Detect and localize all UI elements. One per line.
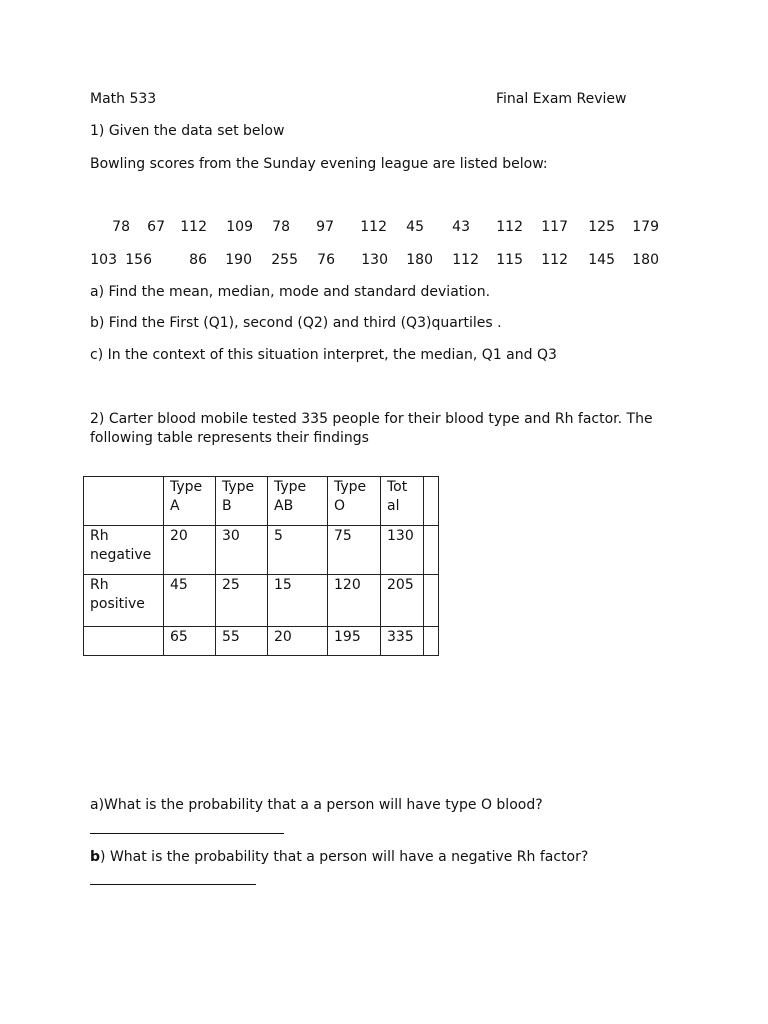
table-cell <box>424 627 439 656</box>
row-label: Rh negative <box>84 526 164 575</box>
header-cell: Type A <box>164 477 216 526</box>
score: 130 <box>361 252 388 268</box>
course-label: Math 533 <box>90 91 157 107</box>
table-cell: 30 <box>216 526 268 575</box>
table-cell: 55 <box>216 627 268 656</box>
header-cell: Type O <box>328 477 381 526</box>
score: 78 <box>272 219 290 235</box>
table-cell: 195 <box>328 627 381 656</box>
score: 125 <box>588 219 615 235</box>
document-title: Final Exam Review <box>496 91 627 107</box>
score: 156 <box>125 252 152 268</box>
table-cell: 20 <box>268 627 328 656</box>
blood-type-table <box>83 476 439 656</box>
table-row <box>84 627 439 656</box>
header-cell <box>84 477 164 526</box>
score: 112 <box>452 252 479 268</box>
score: 112 <box>180 219 207 235</box>
table-header-row <box>84 477 439 526</box>
q2-part-a: a)What is the probability that a a person will have type O blood? <box>90 797 543 813</box>
table-cell: 130 <box>381 526 424 575</box>
score: 115 <box>496 252 523 268</box>
table-row <box>84 526 439 575</box>
q2-part-b-text: ) What is the probability that a person will have a negative Rh factor? <box>100 849 589 865</box>
score: 112 <box>360 219 387 235</box>
table-cell: 335 <box>381 627 424 656</box>
score: 103 <box>90 252 117 268</box>
table-cell <box>424 526 439 575</box>
score: 180 <box>406 252 433 268</box>
table-cell: 15 <box>268 575 328 627</box>
score: 43 <box>452 219 470 235</box>
q1-part-a: a) Find the mean, median, mode and standard deviation. <box>90 284 491 300</box>
q2-part-b <box>90 849 588 865</box>
header-cell: Type AB <box>268 477 328 526</box>
row-label: Rh positive <box>84 575 164 627</box>
row-label <box>84 627 164 656</box>
q2-intro-line2: following table represents their findings <box>90 430 369 446</box>
table-cell: 65 <box>164 627 216 656</box>
score: 109 <box>226 219 253 235</box>
score: 45 <box>406 219 424 235</box>
score: 255 <box>271 252 298 268</box>
score: 180 <box>632 252 659 268</box>
score: 67 <box>147 219 165 235</box>
header-cell: Tot al <box>381 477 424 526</box>
score: 145 <box>588 252 615 268</box>
table-cell <box>424 575 439 627</box>
answer-line-a[interactable] <box>90 833 284 834</box>
table-row <box>84 575 439 627</box>
q2-intro-line1: 2) Carter blood mobile tested 335 people for their blood type and Rh factor. The <box>90 411 653 427</box>
table-cell: 75 <box>328 526 381 575</box>
q1-part-c: c) In the context of this situation interpret, the median, Q1 and Q3 <box>90 347 557 363</box>
score: 112 <box>496 219 523 235</box>
score: 86 <box>189 252 207 268</box>
score: 76 <box>317 252 335 268</box>
header-cell: Type B <box>216 477 268 526</box>
score: 179 <box>632 219 659 235</box>
score: 117 <box>541 219 568 235</box>
q1-description: Bowling scores from the Sunday evening league are listed below: <box>90 156 548 172</box>
header-cell <box>424 477 439 526</box>
table-cell: 205 <box>381 575 424 627</box>
table-cell: 120 <box>328 575 381 627</box>
score: 97 <box>316 219 334 235</box>
table-cell: 20 <box>164 526 216 575</box>
q2-part-b-letter: b <box>90 849 101 865</box>
table-cell: 5 <box>268 526 328 575</box>
q1-part-b: b) Find the First (Q1), second (Q2) and third (Q3)quartiles . <box>90 315 502 331</box>
table-cell: 25 <box>216 575 268 627</box>
score: 190 <box>225 252 252 268</box>
score: 112 <box>541 252 568 268</box>
score: 78 <box>112 219 130 235</box>
q1-intro: 1) Given the data set below <box>90 123 285 139</box>
table-cell: 45 <box>164 575 216 627</box>
answer-line-b[interactable] <box>90 884 256 885</box>
